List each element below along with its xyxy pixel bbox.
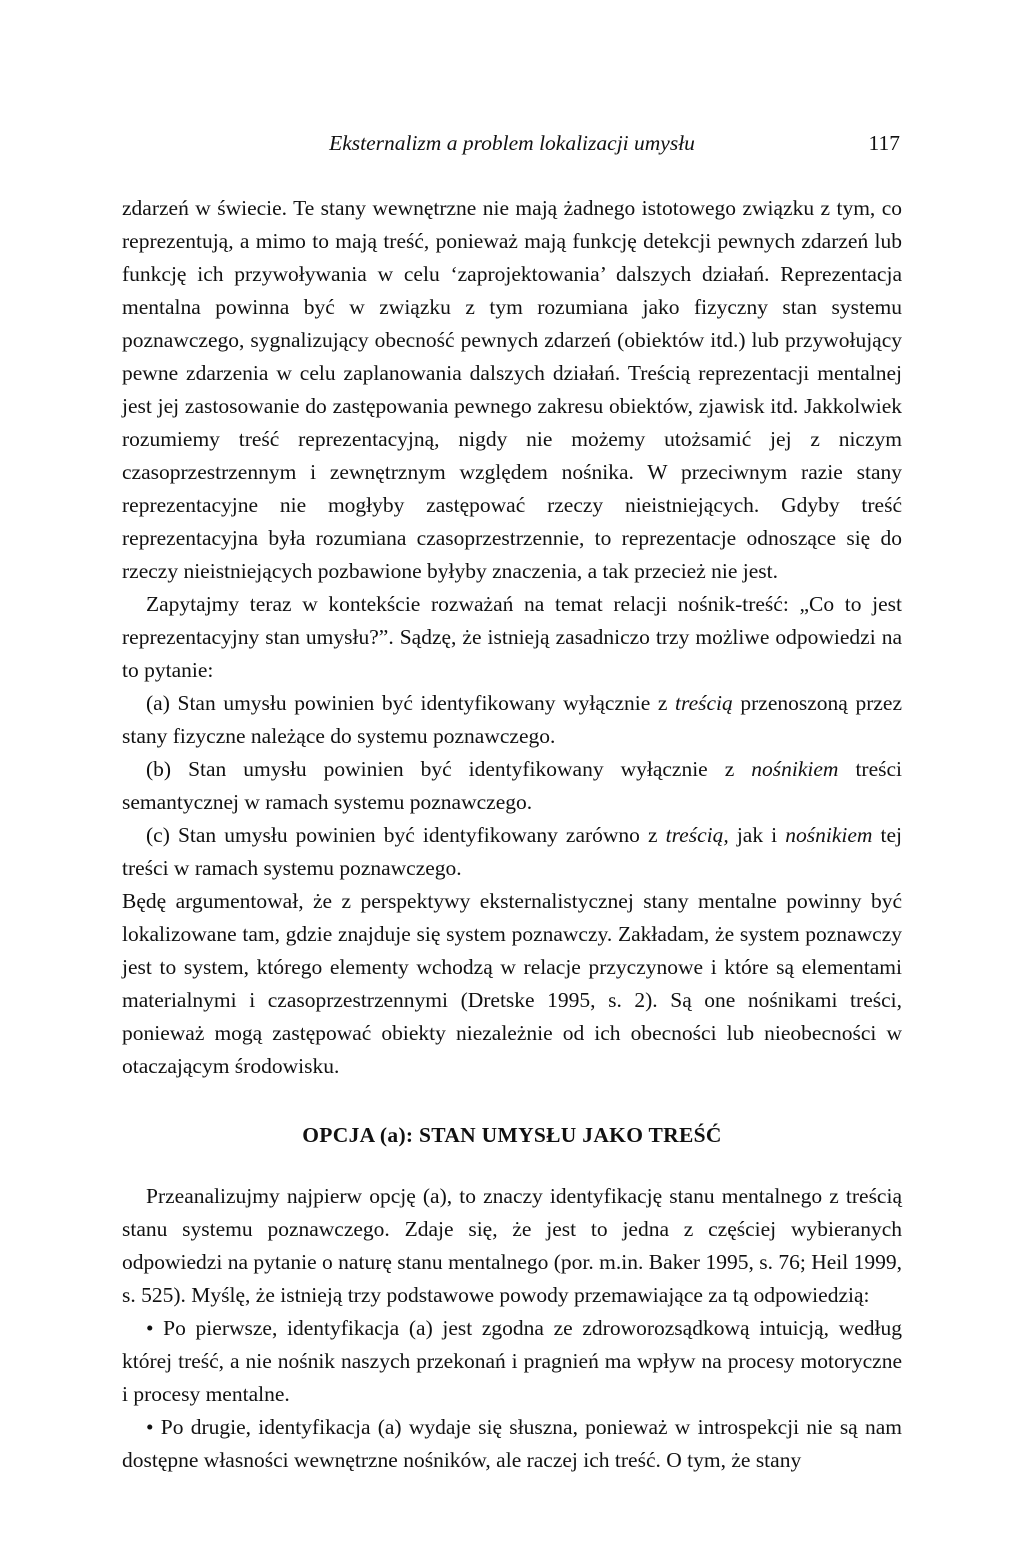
option-c-emphasis-1: treścią,	[665, 823, 729, 847]
option-a-text-end: przenoszoną przez stany fizyczne należące do systemu poznawczego.	[122, 691, 902, 748]
option-a-text: (a) Stan umysłu powinien być identyfikowany wyłącznie z	[146, 691, 676, 715]
bullet-item: • Po pierwsze, identyfikacja (a) jest zgodna ze zdroworozsądkową intuicją, według której treść, a nie nośnik naszych przekonań i pragnień ma wpływ na procesy motoryczne i procesy mentalne.	[122, 1316, 902, 1406]
option-c-emphasis-2: nośnikiem	[785, 823, 873, 847]
section-heading: OPCJA (a): STAN UMYSŁU JAKO TREŚĆ	[302, 1123, 722, 1147]
paragraph: Będę argumentował, że z perspektywy eksternalistycznej stany mentalne powinny być lokalizowane tam, gdzie znajduje się system poznawczy. Zakładam, że system poznawczy jest to system, którego elementy wchodzą w relacje przyczynowe i które są elementami materialnymi i czasoprzestrzennymi (Dretske 1995, s. 2). Są one nośnikami treści, ponieważ mogą zastępować obiekty niezależnie od ich obecności lub nieobecności w otaczającym środowisku.	[122, 889, 902, 1078]
paragraph: Zapytajmy teraz w kontekście rozważań na temat relacji nośnik-treść: „Co to jest reprezentacyjny stan umysłu?”. Sądzę, że istnieją zasadniczo trzy możliwe odpowiedzi na to pytanie:	[122, 592, 902, 682]
option-c	[122, 819, 902, 885]
option-b-text: (b) Stan umysłu powinien być identyfikowany wyłącznie z	[146, 757, 752, 781]
paragraph: zdarzeń w świecie. Te stany wewnętrzne nie mają żadnego istotowego związku z tym, co reprezentują, a mimo to mają treść, ponieważ mają funkcję detekcji pewnych zdarzeń lub funkcję ich przywoływania w celu ‘zaprojektowania’ dalszych działań. Reprezentacja mentalna powinna być w związku z tym rozumiana jako fizyczny stan systemu poznawczego, sygnalizujący obecność pewnych zdarzeń (obiektów itd.) lub przywołujący pewne zdarzenia w celu zaplanowania dalszych działań. Treścią reprezentacji mentalnej jest jej zastosowanie do zastępowania pewnego zakresu obiektów, zjawisk itd. Jakkolwiek rozumiemy treść reprezentacyjną, nigdy nie możemy utożsamić jej z niczym czasoprzestrzennym i zewnętrznym względem nośnika. W przeciwnym razie stany reprezentacyjne nie mogłyby zastępować rzeczy nieistniejących. Gdyby treść reprezentacyjna była rozumiana czasoprzestrzennie, to reprezentacje odnoszące się do rzeczy nieistniejących pozbawione byłyby znaczenia, a tak przecież nie jest.	[122, 196, 902, 583]
paragraph: Przeanalizujmy najpierw opcję (a), to znaczy identyfikację stanu mentalnego z treścią stanu systemu poznawczego. Zdaje się, że jest to jedna z częściej wybieranych odpowiedzi na pytanie o naturę stanu mentalnego (por. m.in. Baker 1995, s. 76; Heil 1999, s. 525). Myślę, że istnieją trzy podstawowe powody przemawiające za tą odpowiedzią:	[122, 1184, 902, 1307]
body-text	[122, 192, 902, 1477]
option-b	[122, 753, 902, 819]
option-c-text: (c) Stan umysłu powinien być identyfikowany zarówno z	[146, 823, 666, 847]
option-c-text-middle: jak i	[728, 823, 786, 847]
option-a	[122, 687, 902, 753]
option-b-text-end: treści semantycznej w ramach systemu poznawczego.	[122, 757, 903, 814]
option-b-emphasis: nośnikiem	[751, 757, 839, 781]
running-title: Eksternalizm a problem lokalizacji umysłu	[329, 131, 695, 155]
option-a-emphasis: treścią	[675, 691, 733, 715]
bullet-item: • Po drugie, identyfikacja (a) wydaje się słuszna, ponieważ w introspekcji nie są nam dostępne własności wewnętrzne nośników, ale raczej ich treść. O tym, że stany	[122, 1415, 902, 1472]
running-head	[122, 128, 902, 158]
page-number: 117	[868, 131, 900, 155]
option-c-text-end: tej treści w ramach systemu poznawczego.	[122, 823, 902, 880]
